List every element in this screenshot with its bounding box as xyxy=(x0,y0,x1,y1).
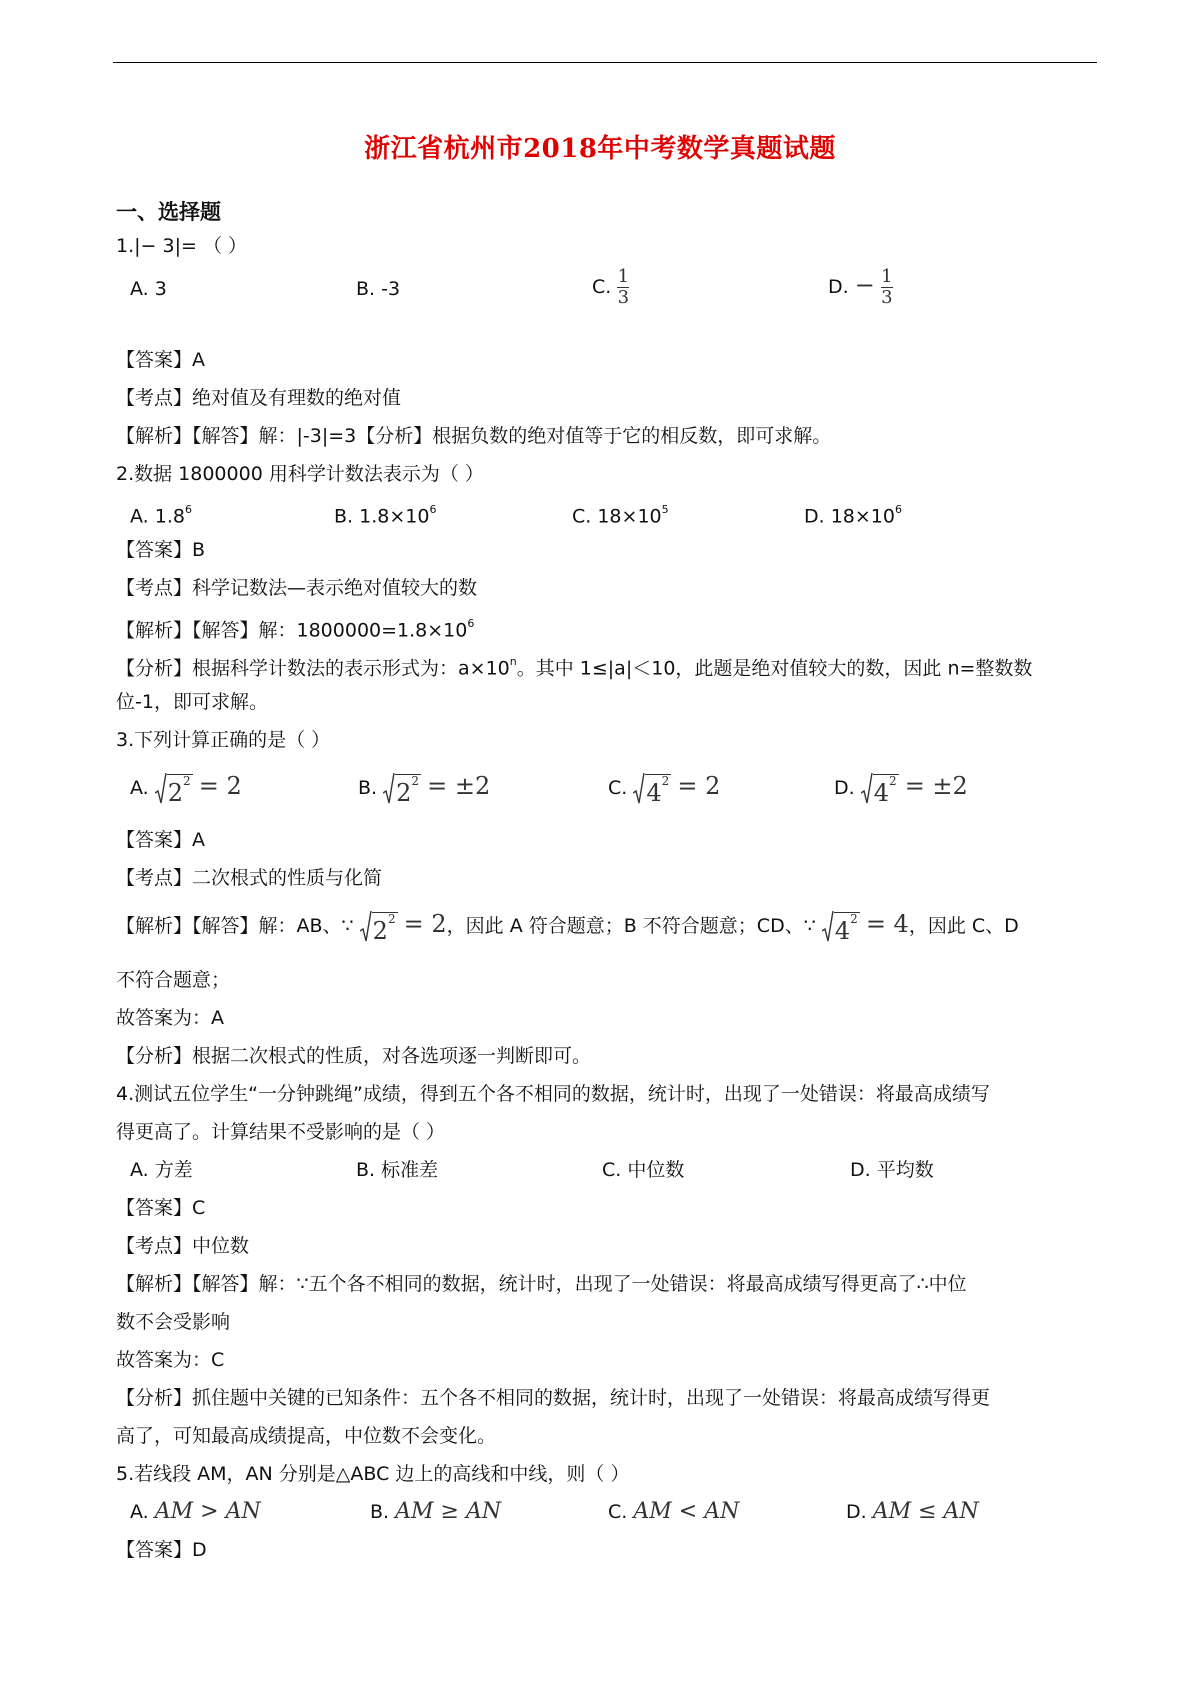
q1-option-c xyxy=(592,268,629,307)
sqrt-expression: $2^2$ xyxy=(155,773,193,805)
q4-analysis-line1: 【解析】【解答】解：∵五个各不相同的数据，统计时，出现了一处错误：将最高成绩写得更高了∴中位 xyxy=(116,1273,967,1295)
sqrt-expression: $2^2$ xyxy=(383,773,421,805)
q2-option-d: D. $18\times 10^6$ xyxy=(804,503,902,528)
fraction-denominator: 3 xyxy=(617,287,630,308)
section-heading: 一、选择题 xyxy=(116,200,221,224)
q2-option-b: B. $1.8\times 10^6$ xyxy=(334,503,437,528)
q2-stem: 2.数据 1800000 用科学计数法表示为（ ） xyxy=(116,463,484,485)
q5-option-b: B. AM ≥ AN xyxy=(370,1499,502,1524)
q3-stem: 3.下列计算正确的是（ ） xyxy=(116,729,331,751)
q4-point: 【考点】中位数 xyxy=(116,1235,250,1257)
sqrt-expression: $2^2$ xyxy=(360,911,398,943)
minus-sign: − xyxy=(854,271,875,299)
sqrt-expression: $4^2$ xyxy=(633,773,671,805)
q1-answer: 【答案】A xyxy=(116,349,205,371)
sqrt-expression: $4^2$ xyxy=(822,911,860,943)
q1-stem: 1.|− 3|= （ ） xyxy=(116,235,247,257)
q3-conclusion: 故答案为：A xyxy=(116,1007,224,1029)
sqrt-expression: $4^2$ xyxy=(861,773,899,805)
q1-option-d-label: D. xyxy=(828,276,849,298)
q1-option-a: A. 3 xyxy=(130,278,167,300)
q3-option-a: A. $2^2$ = 2 xyxy=(130,772,242,807)
q5-stem: 5.若线段 AM，AN 分别是△ABC 边上的高线和中线，则（ ） xyxy=(116,1463,630,1485)
q3-option-d: D. $4^2$ = ±2 xyxy=(834,772,968,807)
q2-option-c: C. $18\times 10^5$ xyxy=(572,503,669,528)
fraction-numerator: 1 xyxy=(881,266,893,287)
q3-option-c: C. $4^2$ = 2 xyxy=(608,772,721,807)
q1-option-b: B. -3 xyxy=(356,278,401,300)
q4-stem-line1: 4.测试五位学生“一分钟跳绳”成绩，得到五个各不相同的数据，统计时，出现了一处错误：将最高成绩写 xyxy=(116,1083,990,1105)
q4-option-d: D. 平均数 xyxy=(850,1159,934,1181)
q5-answer: 【答案】D xyxy=(116,1539,207,1561)
q4-option-a: A. 方差 xyxy=(130,1159,193,1181)
q4-option-b: B. 标准差 xyxy=(356,1159,439,1181)
q1-point: 【考点】绝对值及有理数的绝对值 xyxy=(116,387,402,409)
q4-conclusion: 故答案为：C xyxy=(116,1349,225,1371)
q5-option-a: A. AM > AN xyxy=(130,1499,261,1524)
document-title: 浙江省杭州市2018年中考数学真题试题 xyxy=(364,134,836,164)
q2-note-line2: 位-1，即可求解。 xyxy=(116,691,268,713)
q3-analysis-line2: 不符合题意； xyxy=(116,969,231,991)
header-rule xyxy=(113,62,1097,63)
q1-option-c-fraction xyxy=(617,268,629,307)
q2-answer: 【答案】B xyxy=(116,539,206,561)
q2-analysis: 【解析】【解答】解：$1800000=1.8\times 10^6$ xyxy=(116,617,475,642)
q4-note-line1: 【分析】抓住题中关键的已知条件：五个各不相同的数据，统计时，出现了一处错误：将最高成绩写得更 xyxy=(116,1387,991,1409)
q3-analysis: 【解析】【解答】解：AB、∵ $2^2$ = 2，因此 A 符合题意；B 不符合题意；CD、∵ $4^2$ = 4，因此 C、D xyxy=(116,910,1019,945)
q2-point: 【考点】科学记数法—表示绝对值较大的数 xyxy=(116,577,478,599)
q3-note: 【分析】根据二次根式的性质，对各选项逐一判断即可。 xyxy=(116,1045,592,1067)
q2-option-a: A. $1.8^6$ xyxy=(130,503,192,528)
q4-analysis-line2: 数不会受影响 xyxy=(116,1311,231,1333)
q3-point: 【考点】二次根式的性质与化简 xyxy=(116,867,383,889)
q4-option-c: C. 中位数 xyxy=(602,1159,685,1181)
q2-note: 【分析】根据科学计数法的表示形式为：$a\times 10^n$。其中 1≤|a|＜10，此题是绝对值较大的数，因此 n=整数数 xyxy=(116,655,1033,680)
q5-option-c: C. AM < AN xyxy=(608,1499,740,1524)
fraction-denominator: 3 xyxy=(881,287,893,308)
fraction-numerator: 1 xyxy=(617,266,630,287)
q4-stem-line2: 得更高了。计算结果不受影响的是（ ） xyxy=(116,1121,446,1143)
q4-note-line2: 高了，可知最高成绩提高，中位数不会变化。 xyxy=(116,1425,497,1447)
q1-analysis: 【解析】【解答】解：|-3|=3【分析】根据负数的绝对值等于它的相反数，即可求解。 xyxy=(116,425,832,447)
q3-answer: 【答案】A xyxy=(116,829,205,851)
q1-option-c-label: C. xyxy=(592,276,612,298)
q1-option-d-fraction xyxy=(881,268,893,307)
q3-option-b: B. $2^2$ = ±2 xyxy=(358,772,491,807)
q4-answer: 【答案】C xyxy=(116,1197,206,1219)
q1-option-d xyxy=(828,268,893,307)
q5-option-d: D. AM ≤ AN xyxy=(846,1499,979,1524)
